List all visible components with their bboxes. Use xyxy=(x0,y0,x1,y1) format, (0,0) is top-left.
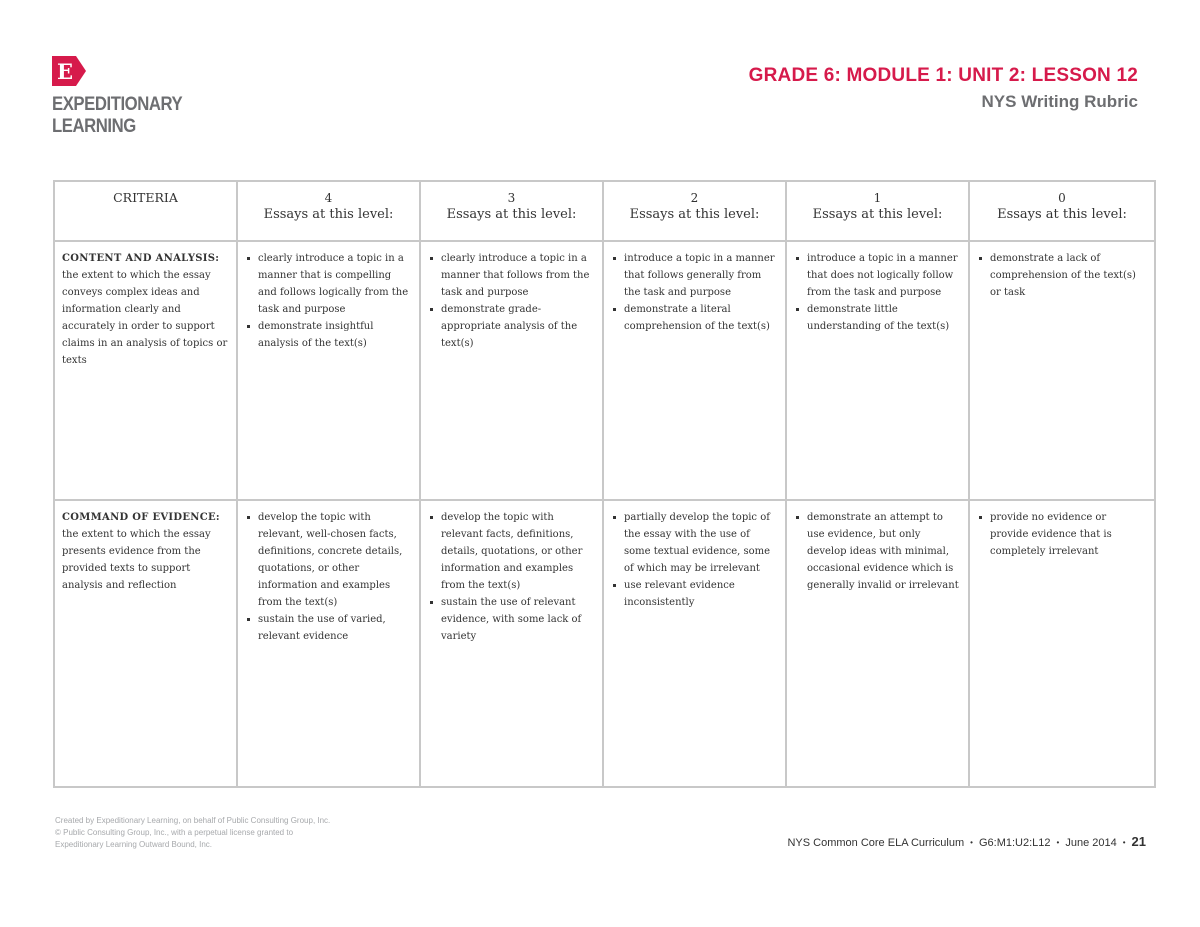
criteria-header: CRITERIA xyxy=(54,181,237,241)
list-item: partially develop the topic of the essay with the use of some textual evidence, some of which may be irrelevant xyxy=(611,509,778,577)
rubric-cell xyxy=(237,500,420,787)
header-row xyxy=(54,181,1155,241)
criterion-name: CONTENT AND ANALYSIS: xyxy=(62,253,220,264)
criterion-cell xyxy=(54,241,237,500)
logo-mark-letter: E xyxy=(57,59,74,84)
score-value: 4 xyxy=(324,191,333,205)
table-row-command-of-evidence xyxy=(54,500,1155,787)
footer-credits xyxy=(55,815,330,851)
bullet-separator-icon: • xyxy=(1122,838,1126,847)
footer-credit-line: Expeditionary Learning Outward Bound, Inc. xyxy=(55,840,212,849)
footer-date: June 2014 xyxy=(1065,837,1117,849)
rubric-cell xyxy=(969,241,1155,500)
footer-curriculum: NYS Common Core ELA Curriculum xyxy=(787,837,965,849)
logo-text xyxy=(52,94,182,138)
score-label: Essays at this level: xyxy=(263,207,394,222)
rubric-cell xyxy=(603,241,786,500)
rubric-cell xyxy=(420,500,603,787)
list-item: introduce a topic in a manner that does not logically follow from the task and purpose xyxy=(794,250,961,301)
rubric-cell xyxy=(237,241,420,500)
list-item: sustain the use of relevant evidence, with some lack of variety xyxy=(428,594,595,645)
logo-line-2: LEARNING xyxy=(52,116,136,137)
criterion-description: the extent to which the essay conveys complex ideas and information clearly and accurately in order to support claims in an analysis of topics or texts xyxy=(62,270,228,366)
score-header-4 xyxy=(237,181,420,241)
score-header-2 xyxy=(603,181,786,241)
criterion-cell xyxy=(54,500,237,787)
list-item: demonstrate insightful analysis of the text(s) xyxy=(245,318,412,352)
list-item: use relevant evidence inconsistently xyxy=(611,577,778,611)
criterion-name: COMMAND OF EVIDENCE: xyxy=(62,512,220,523)
table-row-content-analysis xyxy=(54,241,1155,500)
logo-line-1: EXPEDITIONARY xyxy=(52,94,183,115)
list-item: develop the topic with relevant, well-chosen facts, definitions, concrete details, quotations, or other information and examples from the text(s) xyxy=(245,509,412,611)
rubric-cell xyxy=(969,500,1155,787)
bullet-separator-icon: • xyxy=(1056,838,1060,847)
rubric-cell xyxy=(420,241,603,500)
list-item: provide no evidence or provide evidence that is completely irrelevant xyxy=(977,509,1147,560)
list-item: develop the topic with relevant facts, definitions, details, quotations, or other information and examples from the text(s) xyxy=(428,509,595,594)
rubric-subtitle: NYS Writing Rubric xyxy=(981,92,1138,111)
list-item: demonstrate a lack of comprehension of the text(s) or task xyxy=(977,250,1147,301)
list-item: demonstrate grade-appropriate analysis of the text(s) xyxy=(428,301,595,352)
score-value: 3 xyxy=(507,191,516,205)
rubric-cell xyxy=(603,500,786,787)
list-item: introduce a topic in a manner that follows generally from the task and purpose xyxy=(611,250,778,301)
bullet-separator-icon: • xyxy=(970,838,973,847)
score-value: 2 xyxy=(690,191,699,205)
footer-credit-line: Created by Expeditionary Learning, on behalf of Public Consulting Group, Inc. xyxy=(55,816,331,825)
rubric-cell xyxy=(786,500,969,787)
score-value: 0 xyxy=(1058,191,1066,205)
footer-curriculum-info xyxy=(787,834,1146,849)
score-header-0 xyxy=(969,181,1155,241)
list-item: clearly introduce a topic in a manner that follows from the task and purpose xyxy=(428,250,595,301)
page-header xyxy=(749,64,1138,114)
score-header-1 xyxy=(786,181,969,241)
page-number: 21 xyxy=(1131,834,1146,849)
criterion-description: the extent to which the essay presents evidence from the provided texts to support analysis and reflection xyxy=(62,529,211,591)
score-label: Essays at this level: xyxy=(629,207,760,222)
lesson-title: GRADE 6: MODULE 1: UNIT 2: LESSON 12 xyxy=(748,65,1138,86)
score-label: Essays at this level: xyxy=(812,207,943,222)
writing-rubric-table xyxy=(53,180,1156,788)
score-header-3 xyxy=(420,181,603,241)
footer-credit-line: © Public Consulting Group, Inc., with a perpetual license granted to xyxy=(55,828,294,837)
score-value: 1 xyxy=(873,191,882,205)
list-item: demonstrate a literal comprehension of the text(s) xyxy=(611,301,778,335)
footer-lesson-code: G6:M1:U2:L12 xyxy=(978,837,1051,849)
list-item: demonstrate an attempt to use evidence, but only develop ideas with minimal, occasional evidence which is generally invalid or irrelevant xyxy=(794,509,961,594)
list-item: clearly introduce a topic in a manner that is compelling and follows logically from the task and purpose xyxy=(245,250,412,318)
score-label: Essays at this level: xyxy=(997,207,1127,222)
list-item: sustain the use of varied, relevant evidence xyxy=(245,611,412,645)
rubric-cell xyxy=(786,241,969,500)
logo-mark-icon xyxy=(52,56,86,86)
list-item: demonstrate little understanding of the text(s) xyxy=(794,301,961,335)
score-label: Essays at this level: xyxy=(446,207,577,222)
